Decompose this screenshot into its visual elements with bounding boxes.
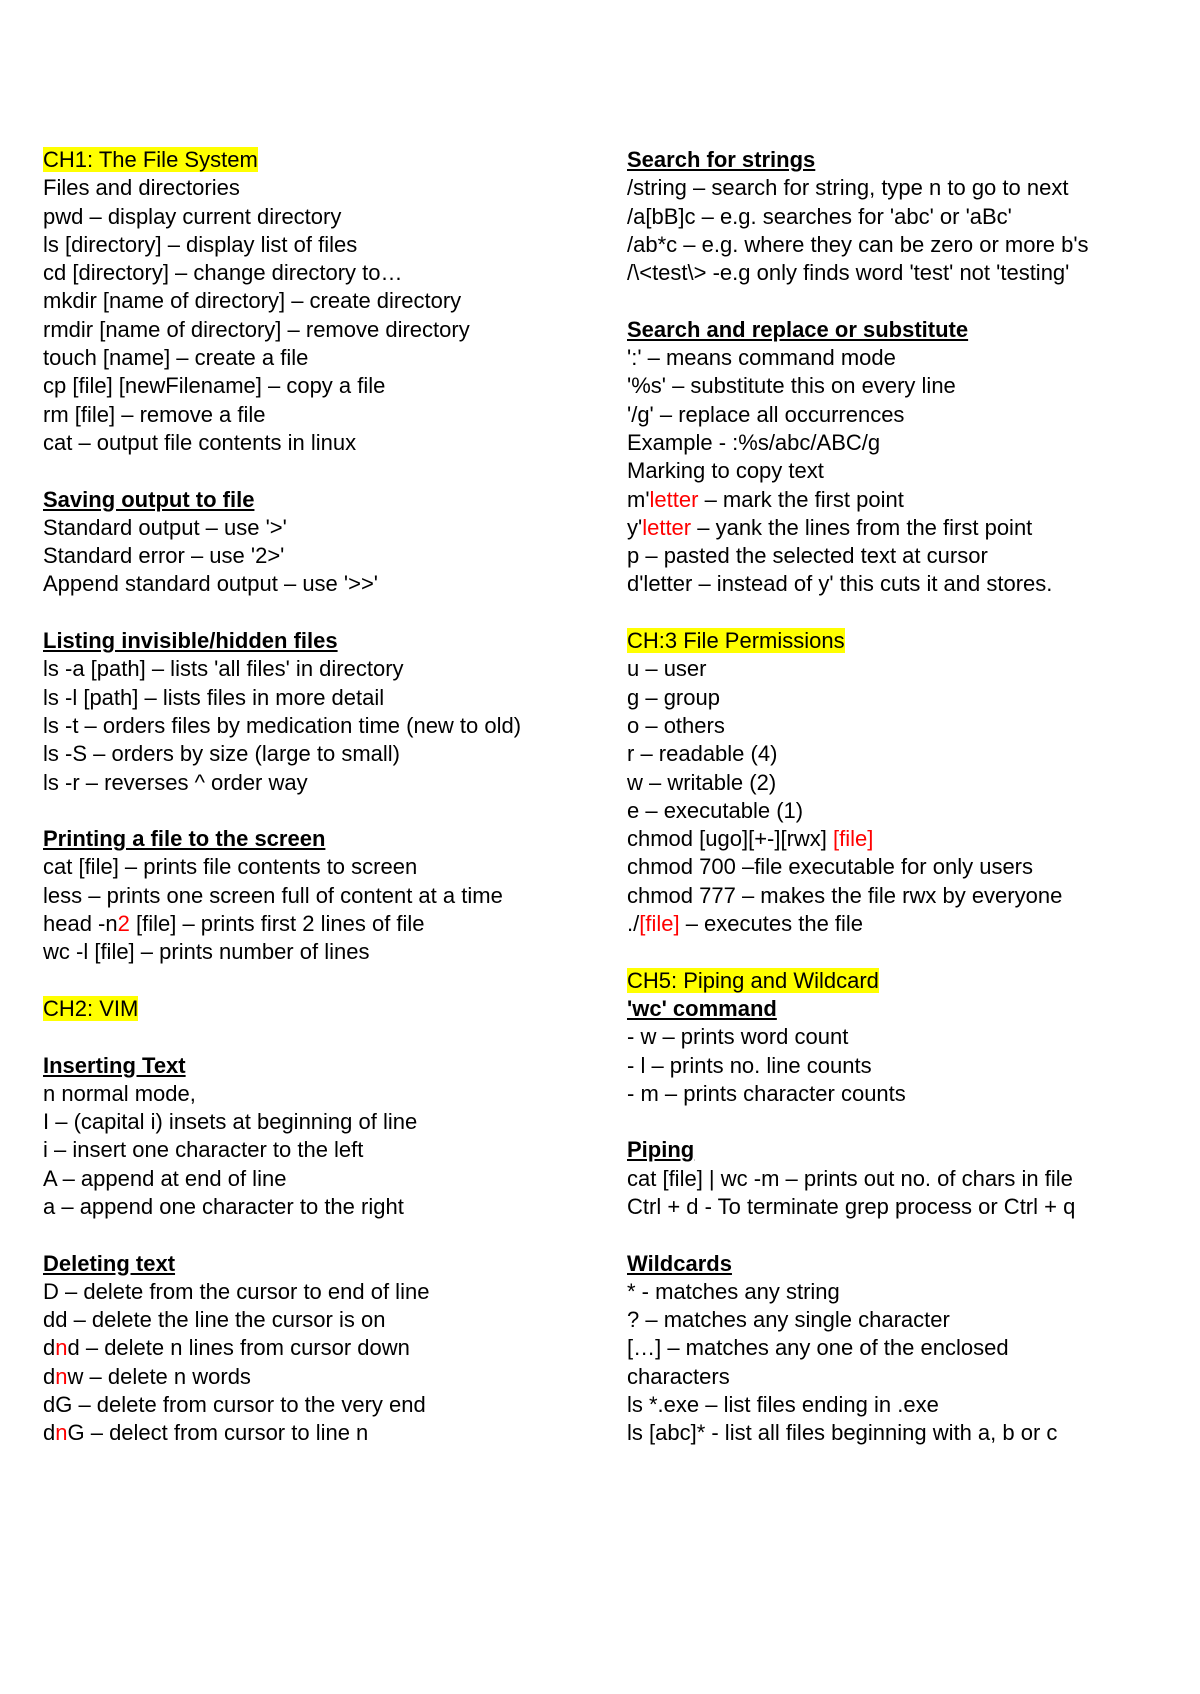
text-line: chmod 777 – makes the file rwx by everyone [627,882,1063,908]
text-line: Standard output – use '>' [43,514,287,540]
text-part: y' [627,514,643,540]
chapter-title-text: CH1: The File System [43,147,258,172]
text-part: G – delect from cursor to line n [67,1420,369,1446]
text-line: dG – delete from cursor to the very end [43,1392,426,1418]
left-column [43,146,603,1448]
text-line: dd – delete the line the cursor is on [43,1307,386,1333]
section-heading: Saving output to file [43,486,255,512]
blank-line [43,967,603,995]
blank-line [627,1221,1187,1249]
section-heading: Deleting text [43,1250,176,1276]
highlighted-term: n [55,1335,68,1361]
section-heading: Search and replace or substitute [627,316,969,342]
text-line: touch [name] – create a file [43,345,309,371]
highlighted-term: 2 [117,911,130,937]
blank-line [43,797,603,825]
blank-line [43,457,603,485]
text-line: ls -t – orders files by medication time (new to old) [43,712,522,738]
blank-line [627,938,1187,966]
text-line [627,910,1187,938]
text-line: ':' – means command mode [627,345,896,371]
text-line: a – append one character to the right [43,1193,404,1219]
blank-line [627,287,1187,315]
text-line: ls -a [path] – lists 'all files' in directory [43,656,404,682]
text-line: cat [file] | wc -m – prints out no. of chars in file [627,1165,1073,1191]
chapter-title [627,627,1187,655]
text-line: o – others [627,712,725,738]
blank-line [627,599,1187,627]
text-line [43,1363,603,1391]
text-line: e – executable (1) [627,797,804,823]
blank-line [627,1108,1187,1136]
text-line: p – pasted the selected text at cursor [627,543,988,569]
text-line: r – readable (4) [627,741,778,767]
text-part: head -n [43,911,118,937]
text-part: ./ [627,911,640,937]
text-line: Marking to copy text [627,458,824,484]
chapter-title [43,146,603,174]
highlighted-term: [file] [639,911,680,937]
chapter-title-text: CH5: Piping and Wildcard [627,967,879,993]
highlighted-term: [file] [833,826,874,852]
text-line: less – prints one screen full of content at a time [43,882,503,908]
text-line [43,1419,603,1447]
text-line: D – delete from the cursor to end of line [43,1278,430,1304]
text-line: ls -l [path] – lists files in more detail [43,684,385,710]
text-line: characters [627,1363,730,1389]
text-part: d [43,1420,56,1446]
text-line: Files and directories [43,175,240,201]
text-line: […] – matches any one of the enclosed [627,1335,1009,1361]
text-part: [file] – prints first 2 lines of file [129,911,425,937]
text-line: ls *.exe – list files ending in .exe [627,1392,939,1418]
text-line: pwd – display current directory [43,203,342,229]
text-line: /a[bB]c – e.g. searches for 'abc' or 'aBc' [627,203,1012,229]
section-heading: Piping [627,1137,695,1163]
text-line: n normal mode, [43,1080,196,1106]
text-line: ls [directory] – display list of files [43,231,358,257]
text-part: d [43,1363,56,1389]
text-line: cat – output file contents in linux [43,429,357,455]
text-line: /string – search for string, type n to go to next [627,175,1069,201]
text-line: i – insert one character to the left [43,1137,364,1163]
text-line: - m – prints character counts [627,1080,906,1106]
text-line: '/g' – replace all occurrences [627,401,905,427]
text-line [627,825,1187,853]
highlighted-term: n [55,1363,68,1389]
chapter-title-text: CH:3 File Permissions [627,628,845,654]
text-line: ls -r – reverses ^ order way [43,769,308,795]
text-line: ? – matches any single character [627,1307,950,1333]
text-part: – yank the lines from the first point [691,514,1033,540]
text-part: w – delete n words [67,1363,251,1389]
text-line: g – group [627,684,720,710]
text-line: cp [file] [newFilename] – copy a file [43,373,386,399]
blank-line [43,599,603,627]
text-line: u – user [627,656,707,682]
text-line: Append standard output – use '>>' [43,571,378,597]
text-line: cd [directory] – change directory to… [43,260,403,286]
section-heading: 'wc' command [627,995,777,1021]
text-line: /\<test\> -e.g only finds word 'test' not 'testing' [627,260,1070,286]
text-line [627,514,1187,542]
text-line: rmdir [name of directory] – remove directory [43,316,470,342]
chapter-title [43,995,603,1023]
text-line: Example - :%s/abc/ABC/g [627,429,881,455]
section-heading: Wildcards [627,1250,732,1276]
text-line [43,910,603,938]
text-line: Ctrl + d - To terminate grep process or Ctrl + q [627,1193,1076,1219]
text-line: w – writable (2) [627,769,777,795]
text-line: mkdir [name of directory] – create directory [43,288,462,314]
section-heading: Listing invisible/hidden files [43,628,338,654]
text-part: – mark the first point [698,486,904,512]
text-line: Standard error – use '2>' [43,543,285,569]
section-heading: Printing a file to the screen [43,826,326,852]
highlighted-term: n [55,1420,68,1446]
text-part: – executes the file [679,911,864,937]
text-part: d – delete n lines from cursor down [67,1335,410,1361]
chapter-title [627,967,1187,995]
highlighted-term: letter [642,514,692,540]
text-line: ls -S – orders by size (large to small) [43,741,400,767]
text-line: /ab*c – e.g. where they can be zero or more b's [627,231,1089,257]
text-part: chmod [ugo][+-][rwx] [627,826,834,852]
text-part: m' [627,486,650,512]
text-line: I – (capital i) insets at beginning of line [43,1109,418,1135]
text-line: d'letter – instead of y' this cuts it and stores. [627,571,1053,597]
chapter-title-text: CH2: VIM [43,995,139,1021]
text-part: d [43,1335,56,1361]
blank-line [43,1221,603,1249]
section-heading: Inserting Text [43,1052,186,1078]
text-line: ls [abc]* - list all files beginning with a, b or c [627,1420,1058,1446]
right-column [627,146,1187,1448]
text-line: A – append at end of line [43,1165,287,1191]
section-heading: Search for strings [627,147,816,172]
text-line: wc -l [file] – prints number of lines [43,939,370,965]
text-line: - w – prints word count [627,1024,849,1050]
blank-line [43,1023,603,1051]
text-line: * - matches any string [627,1278,840,1304]
text-line: - l – prints no. line counts [627,1052,872,1078]
text-line: rm [file] – remove a file [43,401,266,427]
text-line [627,486,1187,514]
text-line [43,1334,603,1362]
text-line: '%s' – substitute this on every line [627,373,956,399]
text-line: chmod 700 –file executable for only users [627,854,1034,880]
text-line: cat [file] – prints file contents to screen [43,854,418,880]
highlighted-term: letter [649,486,699,512]
